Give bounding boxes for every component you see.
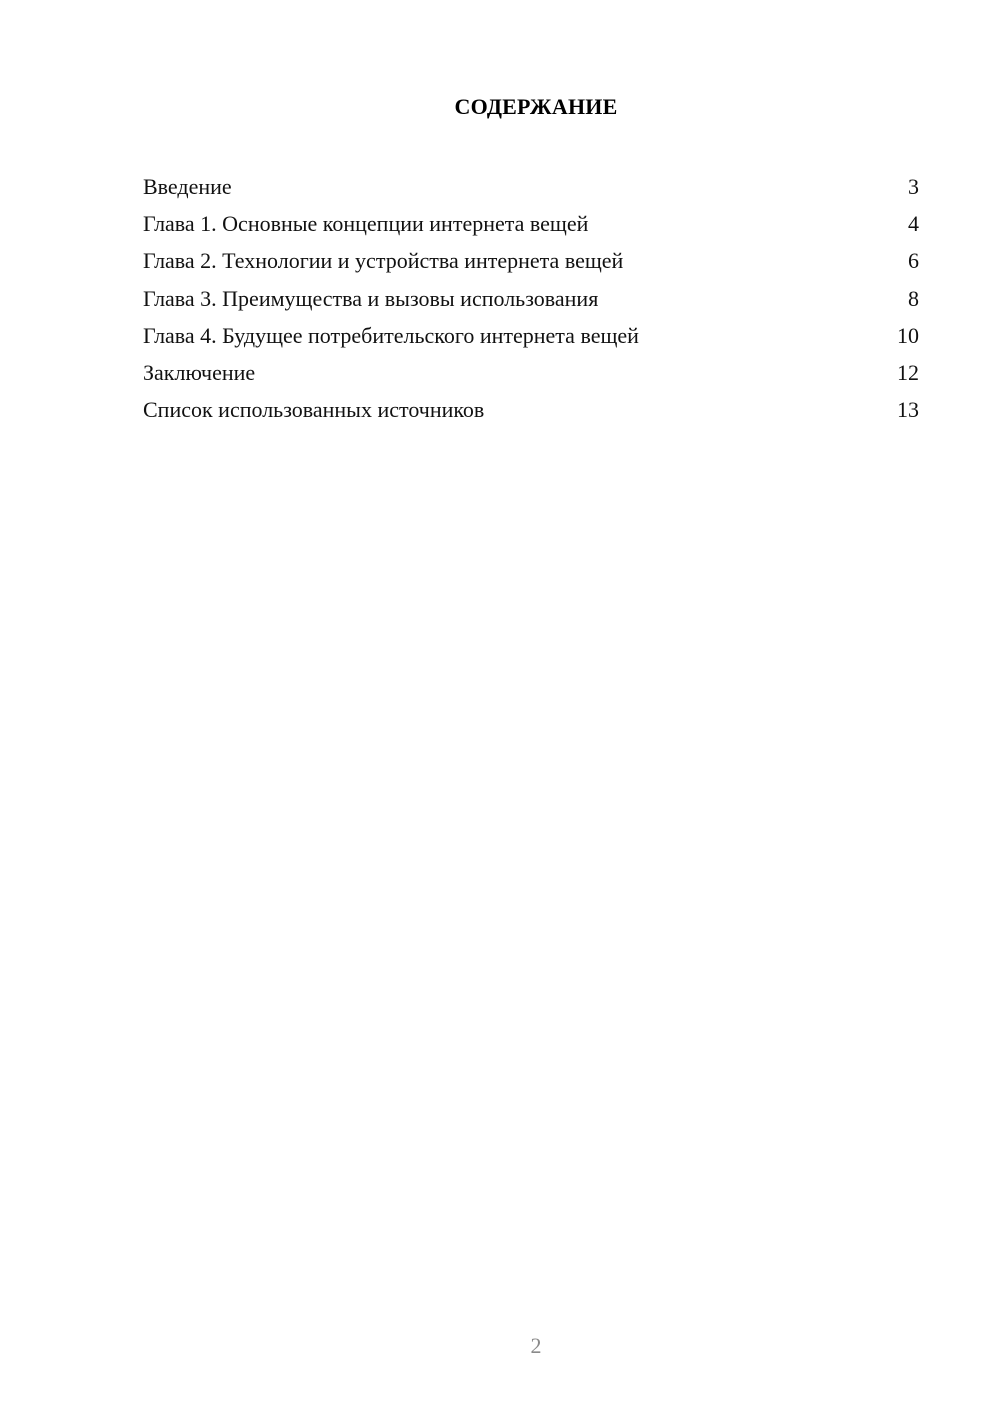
toc-entry-introduction (143, 168, 919, 205)
toc-entry-page: 10 (897, 322, 919, 348)
page-number: 2 (530, 1333, 542, 1358)
toc-entry-chapter-4 (143, 317, 919, 354)
toc-entry-text: Глава 4. Будущее потребительского интернета вещей (143, 322, 639, 348)
page-title: СОДЕРЖАНИЕ (454, 94, 618, 119)
toc-entry-text: Заключение (143, 359, 256, 385)
toc-entry-page: 12 (897, 359, 919, 385)
toc-entry-chapter-2 (143, 242, 919, 279)
toc-entry-page: 4 (908, 211, 919, 237)
toc-entry-chapter-1 (143, 205, 919, 242)
toc-entry-page: 13 (897, 397, 919, 423)
toc-entry-references (143, 391, 919, 428)
toc-entry-page: 6 (908, 248, 919, 274)
toc-entry-page: 8 (908, 285, 919, 311)
toc-entry-text: Глава 3. Преимущества и вызовы использования (143, 285, 599, 311)
toc-entry-conclusion (143, 354, 919, 391)
toc-entry-text: Глава 1. Основные концепции интернета вещей (143, 211, 589, 237)
toc-entry-text: Список использованных источников (143, 397, 485, 423)
table-of-contents (143, 168, 919, 428)
toc-entry-text: Глава 2. Технологии и устройства интернета вещей (143, 248, 624, 274)
toc-entry-text: Введение (143, 174, 232, 199)
toc-entry-chapter-3 (143, 280, 919, 317)
toc-entry-page: 3 (908, 174, 919, 199)
